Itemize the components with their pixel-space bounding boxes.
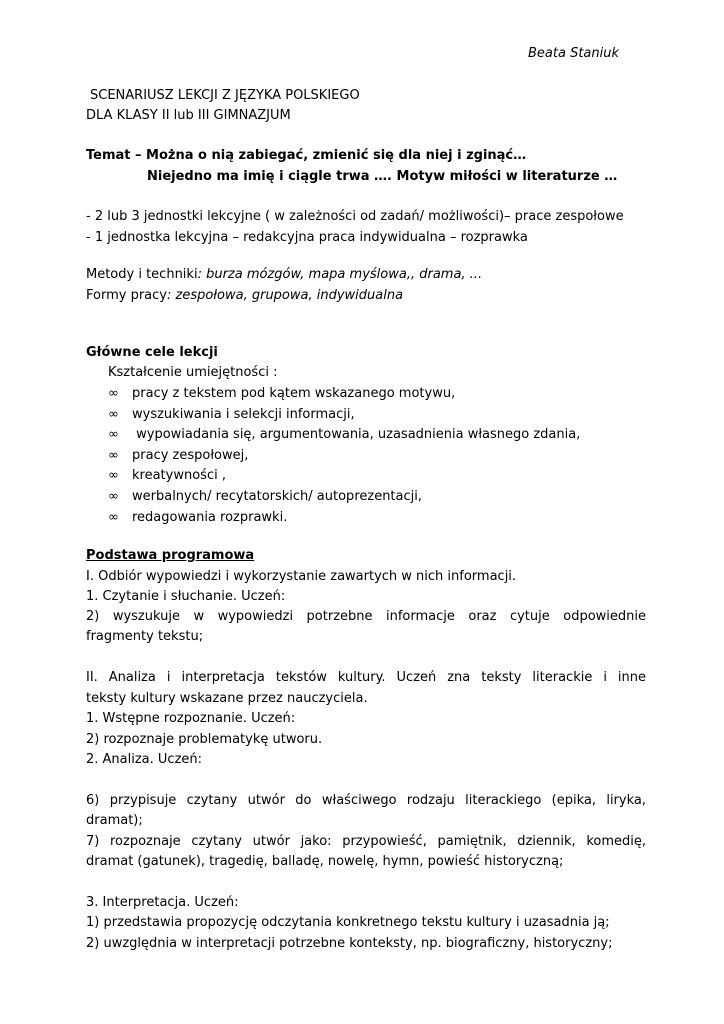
- program-p3a: 2) wyszukuje w wypowiedzi potrzebne informacje oraz cytuje odpowiednie: [86, 609, 646, 624]
- infinity-icon: ∞: [108, 386, 119, 401]
- program-heading: Podstawa programowa: [86, 548, 255, 563]
- program-p7: 2. Analiza. Uczeń:: [86, 752, 203, 767]
- program-p10: 3. Interpretacja. Uczeń:: [86, 895, 239, 910]
- infinity-icon: ∞: [108, 510, 119, 525]
- program-p4a: II. Analiza i interpretacja tekstów kultury. Uczeń zna teksty literackie i inne: [86, 670, 646, 685]
- program-p8b: dramat);: [86, 813, 143, 828]
- topic-line-2: Niejedno ma imię i ciągle trwa …. Motyw miłości w literaturze …: [147, 169, 618, 184]
- title-line-1: SCENARIUSZ LEKCJI Z JĘZYKA POLSKIEGO: [90, 88, 360, 103]
- topic-line-1: Temat – Można o nią zabiegać, zmienić się dla niej i zginąć…: [86, 148, 527, 163]
- infinity-icon: ∞: [108, 468, 119, 483]
- units-line-2: - 1 jednostka lekcyjna – redakcyjna praca indywidualna – rozprawka: [86, 230, 528, 245]
- forms-label: Formy pracy: [86, 288, 167, 303]
- program-p8a: 6) przypisuje czytany utwór do właściwego rodzaju literackiego (epika, liryka,: [86, 793, 646, 808]
- goal-item: [108, 405, 355, 425]
- infinity-icon: ∞: [108, 448, 119, 463]
- goals-subheading: Kształcenie umiejętności :: [108, 365, 278, 380]
- program-p12: 2) uwzględnia w interpretacji potrzebne konteksty, np. biograficzny, historyczny;: [86, 936, 613, 951]
- forms-value: : zespołowa, grupowa, indywidualna: [166, 288, 404, 303]
- program-p6: 2) rozpoznaje problematykę utworu.: [86, 732, 323, 747]
- program-p1: I. Odbiór wypowiedzi i wykorzystanie zawartych w nich informacji.: [86, 569, 517, 584]
- goal-item: [108, 446, 248, 466]
- goal-item-text: pracy zespołowej,: [132, 448, 249, 463]
- program-p2: 1. Czytanie i słuchanie. Uczeń:: [86, 589, 286, 604]
- title-line-2: DLA KLASY II lub III GIMNAZJUM: [86, 108, 291, 123]
- infinity-icon: ∞: [108, 489, 119, 504]
- goal-item-text: werbalnych/ recytatorskich/ autoprezentacji,: [132, 489, 422, 504]
- goal-item-text: wypowiadania się, argumentowania, uzasadnienia własnego zdania,: [132, 427, 581, 442]
- program-p3b: fragmenty tekstu;: [86, 629, 204, 644]
- program-p4b: teksty kultury wskazane przez nauczyciela.: [86, 691, 368, 706]
- goal-item-text: redagowania rozprawki.: [132, 510, 288, 525]
- goal-item: [108, 425, 580, 445]
- goal-item-text: wyszukiwania i selekcji informacji,: [132, 407, 355, 422]
- goal-item: [108, 466, 226, 486]
- methods-line: [86, 265, 482, 285]
- forms-line: [86, 286, 403, 306]
- goal-item: [108, 487, 422, 507]
- methods-label: Metody i techniki: [86, 267, 198, 282]
- units-line-1: - 2 lub 3 jednostki lekcyjne ( w zależności od zadań/ możliwości)– prace zespołowe: [86, 209, 624, 224]
- author-name: Beata Staniuk: [527, 46, 619, 61]
- goals-heading: Główne cele lekcji: [86, 345, 218, 360]
- program-p5: 1. Wstępne rozpoznanie. Uczeń:: [86, 711, 296, 726]
- infinity-icon: ∞: [108, 407, 119, 422]
- program-p9b: dramat (gatunek), tragedię, balladę, nowelę, hymn, powieść historyczną;: [86, 854, 564, 869]
- methods-value: : burza mózgów, mapa myślowa,, drama, ...: [197, 267, 483, 282]
- infinity-icon: ∞: [108, 427, 119, 442]
- goal-item: [108, 384, 455, 404]
- goal-item: [108, 508, 287, 528]
- program-p9a: 7) rozpoznaje czytany utwór jako: przypowieść, pamiętnik, dziennik, komedię,: [86, 834, 646, 849]
- goal-item-text: pracy z tekstem pod kątem wskazanego motywu,: [132, 386, 456, 401]
- program-p11: 1) przedstawia propozycję odczytania konkretnego tekstu kultury i uzasadnia ją;: [86, 915, 610, 930]
- goal-item-text: kreatywności ,: [132, 468, 226, 483]
